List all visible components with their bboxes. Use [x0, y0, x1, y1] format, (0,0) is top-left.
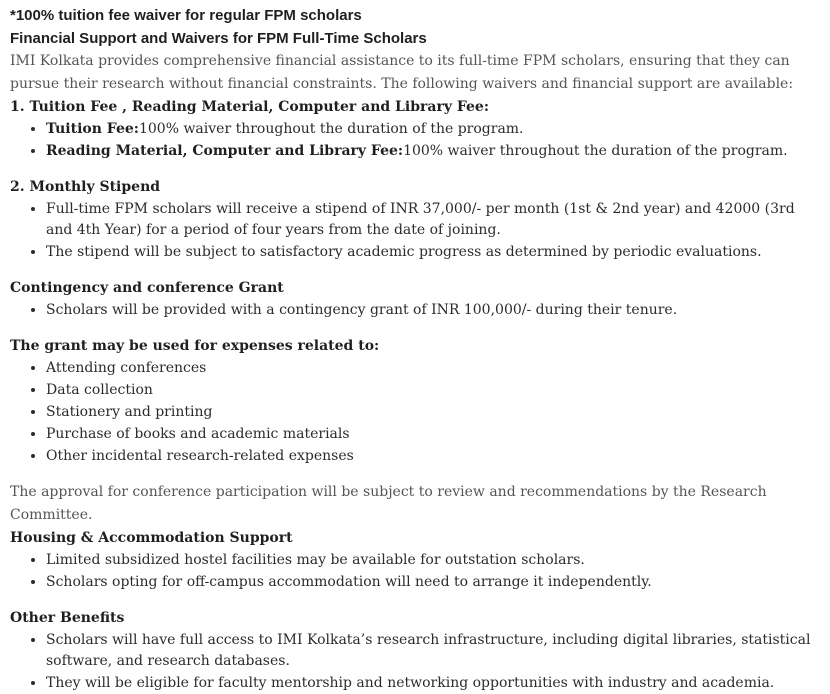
housing-heading: Housing & Accommodation Support	[10, 530, 293, 546]
page-title: Financial Support and Waivers for FPM Full-Time Scholars	[10, 30, 427, 47]
other-benefits-list	[10, 630, 821, 694]
list-item: • Scholars will be provided with a contingency grant of INR 100,000/- during their tenure.	[46, 300, 821, 321]
list-item: • The stipend will be subject to satisfactory academic progress as determined by periodic evaluations.	[46, 242, 821, 263]
tuition-heading: 1. Tuition Fee , Reading Material, Computer and Library Fee:	[10, 99, 489, 115]
contingency-heading: Contingency and conference Grant	[10, 280, 284, 296]
approval-note: The approval for conference participation will be subject to review and recommendations by the Research Committee.	[10, 484, 767, 523]
list-item: • Scholars opting for off-campus accommodation will need to arrange it independently.	[46, 572, 821, 593]
list-item: • Other incidental research-related expenses	[46, 446, 821, 467]
list-item: • Full-time FPM scholars will receive a stipend of INR 37,000/- per month (1st & 2nd year) and 42000 (3rd and 4th Year) for a period of four years from the date of joining.	[46, 199, 821, 241]
list-item	[46, 119, 821, 140]
intro-paragraph: IMI Kolkata provides comprehensive financial assistance to its full-time FPM scholars, ensuring that they can pursue their research without financial constraints. The following waivers and financial support are available:	[10, 53, 794, 92]
list-item: • Attending conferences	[46, 358, 821, 379]
tuition-list	[10, 119, 821, 162]
grant-use-heading: The grant may be used for expenses related to:	[10, 338, 380, 354]
item-text: 100% waiver throughout the duration of the program.	[138, 121, 524, 137]
list-item: • Purchase of books and academic materials	[46, 424, 821, 445]
grant-use-list	[10, 358, 821, 467]
list-item: • They will be eligible for faculty mentorship and networking opportunities with industry and academia.	[46, 673, 821, 694]
stipend-heading: 2. Monthly Stipend	[10, 179, 161, 195]
item-label: Tuition Fee:	[46, 121, 139, 137]
contingency-list	[10, 300, 821, 321]
fee-waiver-note: *100% tuition fee waiver for regular FPM scholars	[10, 7, 362, 24]
list-item	[46, 141, 821, 162]
item-label: Reading Material, Computer and Library Fee:	[46, 143, 404, 159]
list-item: • Data collection	[46, 380, 821, 401]
item-text: 100% waiver throughout the duration of the program.	[403, 143, 788, 159]
other-benefits-heading: Other Benefits	[10, 610, 125, 626]
stipend-list	[10, 199, 821, 263]
housing-list	[10, 550, 821, 593]
list-item: • Scholars will have full access to IMI Kolkata’s research infrastructure, including digital libraries, statistical software, and research databases.	[46, 630, 821, 672]
list-item: • Limited subsidized hostel facilities may be available for outstation scholars.	[46, 550, 821, 571]
list-item: • Stationery and printing	[46, 402, 821, 423]
